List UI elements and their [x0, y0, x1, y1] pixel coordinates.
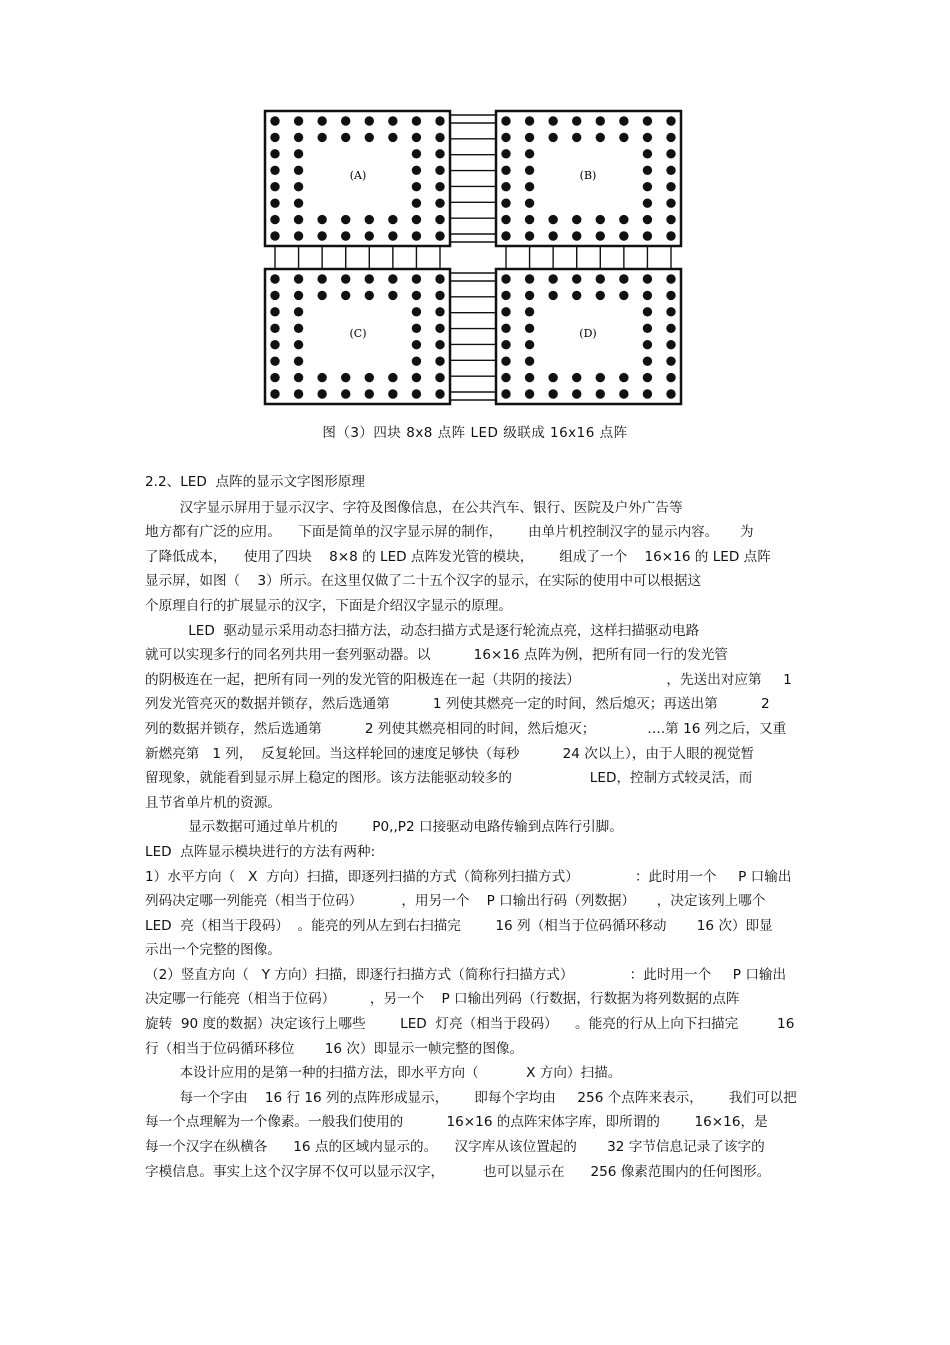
- led-dot: [572, 133, 581, 142]
- text-line: 1）水平方向（ X 方向）扫描，即逐列扫描的方式（简称列扫描方式） ：此时用一个 P 口输出: [145, 868, 792, 885]
- led-dot: [270, 116, 279, 125]
- led-dot: [501, 291, 510, 300]
- led-dot: [619, 373, 628, 382]
- section-text: [145, 470, 810, 1184]
- led-dot: [341, 373, 350, 382]
- text-line: 每一个字由 16 行 16 列的点阵形成显示， 即每个字均由 256 个点阵来表示， 我们可以把: [145, 1089, 797, 1106]
- led-dot: [317, 215, 326, 224]
- led-dot: [270, 182, 279, 191]
- led-dot: [596, 373, 605, 382]
- text-line: 每一个汉字在纵横各 16 点的区域内显示的。 汉字库从该位置起的 32 字节信息记录了该字的: [145, 1139, 765, 1156]
- led-dot: [412, 324, 421, 333]
- led-dot: [412, 356, 421, 365]
- led-dot: [270, 149, 279, 158]
- led-dot: [525, 215, 534, 224]
- led-dot: [365, 389, 374, 398]
- led-dot: [435, 340, 444, 349]
- text-line: 列码决定哪一列能亮（相当于位码） ，用另一个 P 口输出行码（列数据） ，决定该列上哪个: [145, 893, 766, 910]
- led-dot: [435, 356, 444, 365]
- led-dot: [435, 324, 444, 333]
- led-dot: [341, 215, 350, 224]
- led-dot: [501, 340, 510, 349]
- led-dot: [643, 356, 652, 365]
- led-dot: [501, 356, 510, 365]
- led-dot: [341, 274, 350, 283]
- text-line: 就可以实现多行的同名列共用一套列驱动器。以 16×16 点阵为例，把所有同一行的发光管: [145, 647, 728, 664]
- led-dot: [412, 133, 421, 142]
- led-dot: [572, 215, 581, 224]
- led-dot: [666, 116, 675, 125]
- led-matrix-cascade-figure: [258, 103, 688, 408]
- led-dot: [294, 166, 303, 175]
- led-dot: [501, 215, 510, 224]
- led-dot: [666, 182, 675, 191]
- led-dot: [666, 307, 675, 316]
- led-dot: [572, 116, 581, 125]
- led-dot: [435, 274, 444, 283]
- module-label-b: (B): [579, 169, 597, 182]
- led-dot: [548, 291, 557, 300]
- led-dot: [619, 389, 628, 398]
- led-dot: [643, 166, 652, 175]
- led-dot: [501, 373, 510, 382]
- led-dot: [666, 356, 675, 365]
- led-dot: [525, 149, 534, 158]
- led-dot: [412, 373, 421, 382]
- led-dot: [270, 373, 279, 382]
- led-dot: [294, 231, 303, 240]
- led-dot: [596, 274, 605, 283]
- led-dot: [388, 291, 397, 300]
- led-dot: [294, 198, 303, 207]
- led-dot: [525, 166, 534, 175]
- led-dot: [572, 389, 581, 398]
- section-heading: 2.2、LED 点阵的显示文字图形原理: [145, 474, 366, 490]
- led-dot: [501, 324, 510, 333]
- text-line: 每一个点理解为一个像素。一般我们使用的 16×16 的点阵宋体字库，即所谓的 16×16，是: [145, 1114, 768, 1131]
- led-dot: [525, 116, 534, 125]
- led-dot: [548, 389, 557, 398]
- led-dot: [501, 133, 510, 142]
- led-dot: [435, 149, 444, 158]
- led-dot: [572, 373, 581, 382]
- led-dot: [643, 149, 652, 158]
- led-dot: [388, 231, 397, 240]
- led-dot: [619, 274, 628, 283]
- led-dot: [525, 324, 534, 333]
- led-dot: [270, 198, 279, 207]
- text-line: 新燃亮第 1 列， 反复轮回。当这样轮回的速度足够快（每秒 24 次以上），由于人眼的视觉暂: [145, 745, 755, 762]
- led-dot: [388, 274, 397, 283]
- led-dot: [643, 215, 652, 224]
- led-dot: [501, 231, 510, 240]
- led-dot: [525, 133, 534, 142]
- led-dot: [270, 215, 279, 224]
- led-dot: [294, 373, 303, 382]
- led-dot: [317, 373, 326, 382]
- led-dot: [596, 389, 605, 398]
- led-dot: [294, 356, 303, 365]
- led-dot: [365, 373, 374, 382]
- led-dot: [643, 324, 652, 333]
- led-dot: [412, 116, 421, 125]
- led-dot: [388, 215, 397, 224]
- led-dot: [341, 231, 350, 240]
- text-line: 留现象，就能看到显示屏上稳定的图形。该方法能驱动较多的 LED，控制方式较灵活，而: [145, 770, 753, 787]
- led-dot: [435, 389, 444, 398]
- led-dot: [412, 198, 421, 207]
- led-dot: [643, 373, 652, 382]
- led-dot: [525, 373, 534, 382]
- led-dot: [317, 389, 326, 398]
- led-dot: [666, 274, 675, 283]
- led-dot: [294, 116, 303, 125]
- led-dot: [435, 215, 444, 224]
- led-dot: [619, 116, 628, 125]
- led-dot: [270, 307, 279, 316]
- text-line: 且节省单片机的资源。: [145, 794, 281, 811]
- led-dot: [412, 166, 421, 175]
- led-dot: [341, 133, 350, 142]
- text-line: 示出一个完整的图像。: [145, 942, 281, 959]
- led-dot: [435, 116, 444, 125]
- led-dot: [270, 340, 279, 349]
- led-dot: [412, 182, 421, 191]
- led-dot: [270, 133, 279, 142]
- text-line: 的阴极连在一起，把所有同一列的发光管的阳极连在一起（共阴的接法） ，先送出对应第 1: [145, 671, 792, 688]
- led-dot: [317, 291, 326, 300]
- led-dot: [412, 340, 421, 349]
- led-dot: [435, 182, 444, 191]
- text-line: 汉字显示屏用于显示汉字、字符及图像信息，在公共汽车、银行、医院及户外广告等: [145, 499, 683, 516]
- led-dot: [365, 274, 374, 283]
- led-dot: [317, 231, 326, 240]
- text-line: 旋转 90 度的数据）决定该行上哪些 LED 灯亮（相当于段码） 。能亮的行从上向下扫描完 16: [145, 1016, 795, 1033]
- module-label-a: (A): [349, 169, 367, 182]
- led-dot: [412, 231, 421, 240]
- led-dot: [388, 389, 397, 398]
- module-label-c: (C): [349, 327, 367, 340]
- led-dot: [666, 166, 675, 175]
- led-dot: [666, 340, 675, 349]
- led-dot: [643, 274, 652, 283]
- led-dot: [501, 389, 510, 398]
- led-dot: [666, 373, 675, 382]
- led-dot: [501, 274, 510, 283]
- text-line: 地方都有广泛的应用。 下面是简单的汉字显示屏的制作， 由单片机控制汉字的显示内容。 为: [145, 524, 754, 541]
- led-dot: [412, 291, 421, 300]
- text-line: 决定哪一行能亮（相当于位码） ，另一个 P 口输出列码（行数据，行数据为将列数据的点阵: [145, 991, 740, 1008]
- led-dot: [388, 133, 397, 142]
- led-dot: [548, 373, 557, 382]
- led-dot: [643, 307, 652, 316]
- led-dot: [294, 340, 303, 349]
- text-line: 行（相当于位码循环移位 16 次）即显示一帧完整的图像。: [145, 1040, 524, 1057]
- led-dot: [341, 291, 350, 300]
- led-dot: [294, 274, 303, 283]
- led-dot: [525, 231, 534, 240]
- led-dot: [643, 340, 652, 349]
- led-dot: [666, 291, 675, 300]
- led-dot: [666, 231, 675, 240]
- led-dot: [341, 116, 350, 125]
- led-dot: [548, 215, 557, 224]
- led-dot: [548, 116, 557, 125]
- led-dot: [435, 166, 444, 175]
- led-dot: [501, 198, 510, 207]
- led-dot: [596, 133, 605, 142]
- led-dot: [501, 116, 510, 125]
- led-dot: [666, 198, 675, 207]
- led-dot: [619, 133, 628, 142]
- led-dot: [435, 133, 444, 142]
- led-dot: [294, 307, 303, 316]
- text-line: LED 亮（相当于段码） 。能亮的列从左到右扫描完 16 列（相当于位码循环移动 16 次）即显: [145, 917, 773, 934]
- led-dot: [643, 291, 652, 300]
- paragraph-lines: [145, 496, 810, 1185]
- led-dot: [619, 231, 628, 240]
- text-line: LED 点阵显示模块进行的方法有两种:: [145, 843, 376, 860]
- led-dot: [294, 149, 303, 158]
- text-line: （2）竖直方向（ Y 方向）扫描，即逐行扫描方式（简称行扫描方式） ：此时用一个 P 口输出: [145, 966, 787, 983]
- text-line: 列发光管亮灭的数据并锁存，然后选通第 1 列使其燃亮一定的时间，然后熄灭；再送出第 2: [145, 696, 770, 713]
- led-dot: [525, 182, 534, 191]
- led-dot: [317, 274, 326, 283]
- led-dot: [365, 231, 374, 240]
- led-dot: [501, 166, 510, 175]
- led-dot: [294, 133, 303, 142]
- led-dot: [596, 116, 605, 125]
- figure-caption: 图（3）四块 8x8 点阵 LED 级联成 16x16 点阵: [322, 425, 628, 441]
- led-dot: [548, 133, 557, 142]
- text-line: 本设计应用的是第一种的扫描方法，即水平方向（ X 方向）扫描。: [145, 1065, 622, 1082]
- led-dot: [388, 373, 397, 382]
- led-dot: [643, 231, 652, 240]
- led-dot: [643, 198, 652, 207]
- module-label-d: (D): [579, 327, 597, 340]
- led-dot: [501, 149, 510, 158]
- led-dot: [548, 231, 557, 240]
- text-line: 显示屏，如图（ 3）所示。在这里仅做了二十五个汉字的显示，在实际的使用中可以根据这: [145, 573, 702, 590]
- text-line: 了降低成本， 使用了四块 8×8 的 LED 点阵发光管的模块， 组成了一个 16×16 的 LED 点阵: [145, 548, 771, 565]
- led-dot: [525, 389, 534, 398]
- led-dot: [412, 274, 421, 283]
- text-line: 列的数据并锁存，然后选通第 2 列使其燃亮相同的时间，然后熄灭； ….第 16 列之后，又重: [145, 720, 787, 737]
- text-line: 字模信息。事实上这个汉字屏不仅可以显示汉字， 也可以显示在 256 像素范围内的任何图形。: [145, 1163, 771, 1180]
- led-dot: [501, 307, 510, 316]
- led-dot: [341, 389, 350, 398]
- led-dot: [365, 291, 374, 300]
- led-dot: [270, 291, 279, 300]
- led-dot: [412, 389, 421, 398]
- led-dot: [666, 215, 675, 224]
- led-dot: [525, 198, 534, 207]
- led-dot: [270, 274, 279, 283]
- led-dot: [572, 231, 581, 240]
- led-dot: [388, 116, 397, 125]
- led-dot: [666, 324, 675, 333]
- led-dot: [643, 182, 652, 191]
- led-dot: [596, 215, 605, 224]
- text-line: LED 驱动显示采用动态扫描方法，动态扫描方式是逐行轮流点亮，这样扫描驱动电路: [145, 622, 700, 639]
- led-dot: [525, 274, 534, 283]
- led-dot: [435, 307, 444, 316]
- led-dot: [596, 291, 605, 300]
- led-dot: [525, 340, 534, 349]
- led-dot: [412, 215, 421, 224]
- led-dot: [294, 324, 303, 333]
- led-dot: [666, 149, 675, 158]
- led-dot: [619, 291, 628, 300]
- led-dot: [294, 215, 303, 224]
- led-dot: [619, 215, 628, 224]
- text-line: 个原理自行的扩展显示的汉字，下面是介绍汉字显示的原理。: [145, 597, 513, 614]
- led-dot: [270, 356, 279, 365]
- led-dot: [666, 133, 675, 142]
- led-dot: [666, 389, 675, 398]
- led-dot: [572, 274, 581, 283]
- led-dot: [365, 215, 374, 224]
- led-dot: [435, 291, 444, 300]
- led-dot: [317, 116, 326, 125]
- led-dot: [525, 307, 534, 316]
- led-dot: [643, 133, 652, 142]
- led-dot: [525, 356, 534, 365]
- led-dot: [270, 231, 279, 240]
- led-dot: [501, 182, 510, 191]
- led-dot: [365, 133, 374, 142]
- led-dot: [643, 116, 652, 125]
- led-dot: [317, 133, 326, 142]
- led-dot: [294, 291, 303, 300]
- led-dot: [294, 182, 303, 191]
- led-dot: [572, 291, 581, 300]
- led-dot: [435, 198, 444, 207]
- led-dot: [596, 231, 605, 240]
- led-dot: [643, 389, 652, 398]
- led-dot: [412, 149, 421, 158]
- led-dot: [548, 274, 557, 283]
- led-dot: [435, 373, 444, 382]
- led-dot: [270, 389, 279, 398]
- led-dot: [412, 307, 421, 316]
- text-line: 显示数据可通过单片机的 P0,,P2 口接驱动电路传输到点阵行引脚。: [145, 819, 623, 836]
- led-dot: [435, 231, 444, 240]
- led-dot: [365, 116, 374, 125]
- led-dot: [270, 166, 279, 175]
- led-dot: [270, 324, 279, 333]
- led-dot: [525, 291, 534, 300]
- led-dot: [294, 389, 303, 398]
